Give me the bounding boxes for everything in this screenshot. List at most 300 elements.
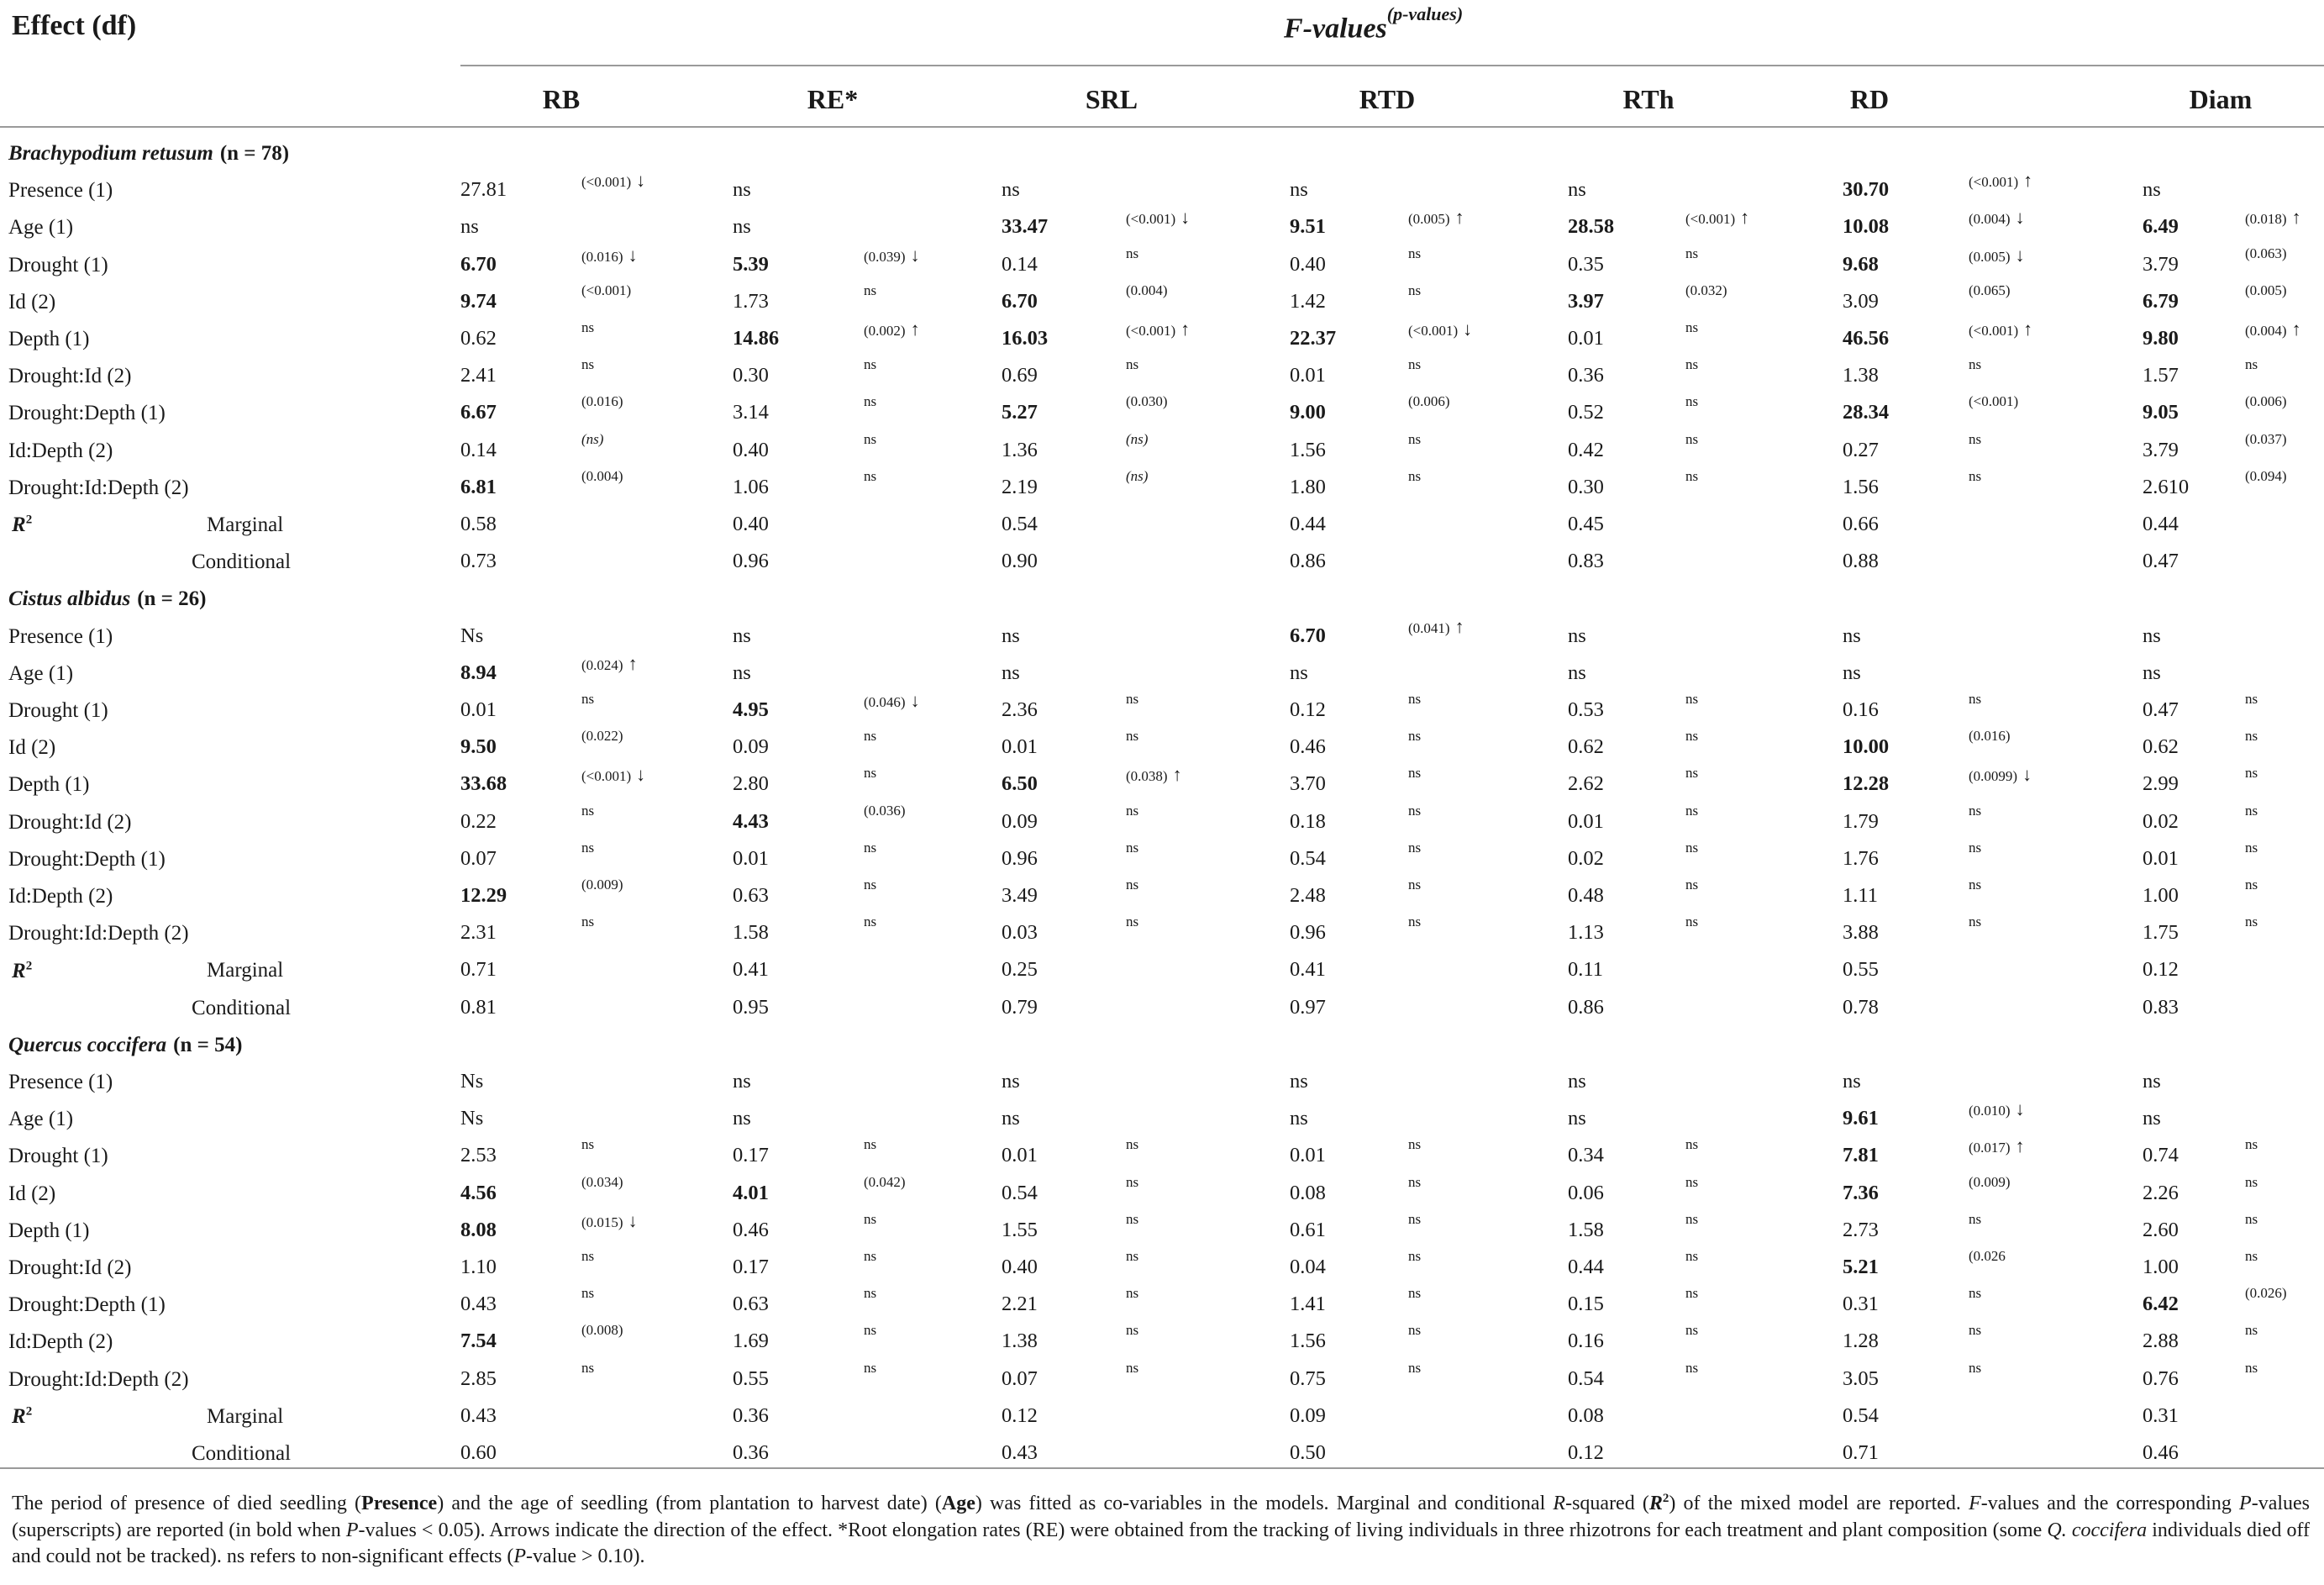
arrow-down-icon: ↓ (628, 244, 638, 266)
p-value (1126, 1249, 1138, 1263)
p-value-text: ns (864, 914, 877, 930)
p-value-text: (0.042) (864, 1173, 906, 1190)
f-value: 0.48 (1568, 884, 1604, 907)
f-value: ns (1290, 1107, 1308, 1130)
p-value (581, 246, 638, 265)
f-value: 0.35 (1568, 252, 1604, 276)
f-value: 6.81 (460, 475, 497, 498)
p-value-text: ns (1408, 1285, 1422, 1302)
p-value-text: ns (2245, 1322, 2258, 1339)
f-value: 1.69 (733, 1330, 769, 1353)
row-label: Drought (1) (8, 1145, 108, 1168)
f-value: 1.58 (733, 921, 769, 945)
p-value-text: ns (2245, 914, 2258, 930)
arrow-up-icon: ↑ (2291, 319, 2301, 340)
p-value (1685, 692, 1698, 706)
f-value: 1.56 (1290, 1330, 1326, 1353)
f-value: 2.19 (1002, 475, 1038, 498)
p-value (1685, 208, 1749, 227)
p-value (1126, 357, 1138, 371)
f-value: 1.11 (1843, 884, 1878, 907)
conditional-r2-value: 0.71 (1843, 1441, 1879, 1464)
row-label: Age (1) (8, 216, 74, 240)
p-value (864, 877, 876, 892)
f-value: 1.13 (1568, 921, 1604, 945)
f-value: ns (1843, 624, 1861, 647)
p-value (1969, 1249, 2006, 1263)
marginal-r2-value: 0.71 (460, 958, 497, 982)
p-value (1685, 469, 1698, 483)
p-value (1408, 1361, 1421, 1375)
conditional-r2-value: 0.46 (2143, 1441, 2179, 1464)
p-value (1685, 877, 1698, 892)
row-label: Drought (1) (8, 253, 108, 276)
p-value (864, 840, 876, 855)
p-value-text: ns (1126, 839, 1139, 856)
p-value (1969, 1361, 1981, 1375)
p-value-text: ns (1126, 1248, 1139, 1264)
p-value-text: ns (581, 691, 595, 707)
p-value-text: ns (1685, 691, 1699, 707)
f-value: 1.76 (1843, 846, 1879, 870)
f-value: 0.01 (733, 846, 769, 870)
p-value-text: (<0.001) (1969, 323, 2019, 339)
conditional-r2-value: 0.90 (1002, 550, 1038, 573)
marginal-label: Marginal (207, 959, 284, 982)
f-value: 5.27 (1002, 401, 1038, 424)
p-value-text: (0.016) (1969, 728, 2011, 745)
f-value: ns (733, 661, 751, 684)
p-value-text: ns (1969, 467, 1982, 484)
p-value-text: ns (581, 839, 595, 856)
p-value (581, 840, 594, 855)
p-value-text: ns (1126, 914, 1139, 930)
arrow-up-icon: ↑ (1454, 207, 1464, 229)
f-value: 0.16 (1843, 698, 1879, 721)
row-label: Drought (1) (8, 699, 108, 722)
p-value-text: (0.017) (1969, 1140, 2011, 1156)
species-heading (8, 588, 207, 609)
marginal-r2-value: 0.41 (733, 958, 769, 982)
f-value: 2.21 (1002, 1293, 1038, 1316)
p-value-text: ns (1969, 802, 1982, 819)
p-value (1126, 1361, 1138, 1375)
f-value: 3.09 (1843, 289, 1879, 313)
f-value: 0.63 (733, 1293, 769, 1316)
row-label: Id (2) (8, 1182, 56, 1205)
p-value (2245, 729, 2258, 743)
p-value (864, 692, 920, 710)
p-value (1969, 246, 2025, 265)
arrow-down-icon: ↓ (2022, 764, 2032, 786)
p-value (581, 1137, 594, 1151)
f-value: Ns (460, 1107, 484, 1130)
p-value-text: (0.016) (581, 248, 623, 265)
f-value: 2.41 (460, 364, 497, 387)
f-value: 1.00 (2143, 1256, 2179, 1278)
p-value-text: (ns) (581, 430, 604, 447)
conditional-label: Conditional (192, 996, 292, 1019)
p-value-text: (0.016) (581, 393, 623, 410)
marginal-r2-value: 0.58 (460, 513, 497, 535)
p-value-text: ns (1685, 245, 1699, 261)
f-value: 3.70 (1290, 772, 1326, 796)
f-value: 1.10 (460, 1256, 497, 1278)
arrow-up-icon: ↑ (1740, 207, 1750, 229)
f-value: ns (733, 624, 751, 647)
p-value (1126, 729, 1138, 743)
arrow-up-icon: ↑ (2023, 319, 2033, 340)
f-value: Ns (460, 1070, 484, 1093)
p-value (864, 803, 906, 818)
conditional-r2-value: 0.60 (460, 1441, 497, 1464)
p-value-text: ns (864, 1136, 877, 1153)
marginal-r2-value: 0.08 (1568, 1403, 1604, 1427)
arrow-up-icon: ↑ (1454, 615, 1464, 637)
p-value-text: (<0.001) (1408, 323, 1459, 339)
p-value-text: ns (581, 1285, 595, 1302)
p-value (1969, 283, 2011, 298)
p-value-text: (0.005) (2245, 282, 2287, 298)
p-value (1685, 283, 1727, 298)
f-value: 0.46 (733, 1218, 769, 1241)
p-value-text: ns (1685, 393, 1699, 410)
f-value: 3.49 (1002, 884, 1038, 907)
p-value (864, 729, 876, 743)
p-value (2245, 432, 2287, 446)
f-value: 1.38 (1002, 1330, 1038, 1353)
f-value: 2.73 (1843, 1218, 1879, 1241)
p-value-text: (0.038) (1126, 768, 1168, 785)
fvalues-sup: (p-values) (1386, 3, 1464, 24)
f-value: 0.15 (1568, 1293, 1604, 1316)
p-value (1969, 432, 1981, 446)
f-value: 12.29 (460, 884, 507, 907)
arrow-up-icon: ↑ (910, 319, 920, 340)
p-value-text: ns (1969, 1359, 1982, 1376)
conditional-r2-value: 0.36 (733, 1441, 769, 1464)
f-value: 3.14 (733, 401, 769, 424)
p-value (1408, 729, 1421, 743)
f-value: 0.62 (1568, 735, 1604, 759)
p-value (2245, 766, 2258, 780)
f-value: 46.56 (1843, 327, 1890, 350)
r-squared-label: $R^2$ (12, 959, 33, 982)
f-value: ns (2143, 178, 2161, 202)
p-value (2245, 469, 2287, 483)
p-value-text: ns (1126, 1173, 1139, 1190)
arrow-down-icon: ↓ (910, 244, 920, 266)
species-heading (8, 1035, 242, 1056)
f-value: ns (1002, 178, 1020, 202)
p-value (1969, 171, 2032, 190)
f-value: 6.70 (1002, 289, 1038, 313)
p-value-text: ns (1969, 430, 1982, 447)
f-value: 0.01 (1290, 1144, 1326, 1167)
conditional-r2-value: 0.86 (1568, 995, 1604, 1019)
arrow-down-icon: ↓ (1463, 319, 1473, 340)
f-value: 0.54 (1568, 1366, 1604, 1390)
effect-df-header: Effect (df) (12, 10, 137, 41)
f-value: 0.30 (1568, 475, 1604, 498)
conditional-r2-value: 0.78 (1843, 995, 1879, 1019)
p-value-text: ns (1685, 1210, 1699, 1227)
f-value: 2.62 (1568, 772, 1604, 796)
p-value-text: (0.065) (1969, 282, 2011, 298)
f-value: 2.31 (460, 921, 497, 945)
p-value (1126, 766, 1182, 784)
f-value: 0.01 (1568, 809, 1604, 833)
p-value-text: ns (581, 1359, 595, 1376)
p-value (1408, 394, 1450, 408)
f-value: ns (733, 1107, 751, 1130)
f-value: 9.00 (1290, 401, 1326, 424)
p-value-text: ns (1408, 1359, 1422, 1376)
f-value: ns (1843, 661, 1861, 684)
f-value: 1.36 (1002, 438, 1038, 461)
p-value-text: ns (1126, 245, 1139, 261)
p-value (581, 1175, 623, 1189)
p-value-text: ns (1408, 430, 1422, 447)
f-value: 0.54 (1290, 846, 1326, 870)
marginal-r2-value: 0.41 (1290, 958, 1326, 982)
column-header-1: RE* (807, 84, 859, 114)
p-value (1408, 914, 1421, 929)
p-value (2245, 246, 2287, 261)
f-value: 4.56 (460, 1181, 497, 1204)
marginal-r2-value: 0.44 (1290, 513, 1326, 535)
p-value (1408, 357, 1421, 371)
species-name: Quercus coccifera (8, 1033, 167, 1056)
p-value (1408, 432, 1421, 446)
f-value: 9.61 (1843, 1107, 1879, 1130)
p-value-text: ns (1126, 691, 1139, 707)
p-value (581, 1361, 594, 1375)
p-value (864, 914, 876, 929)
f-value: 0.52 (1568, 401, 1604, 424)
p-value (581, 1323, 623, 1337)
p-value-text: ns (1685, 1248, 1699, 1264)
p-value-text: ns (1969, 877, 1982, 893)
marginal-r2-value: 0.40 (733, 513, 769, 535)
p-value (1685, 1212, 1698, 1226)
p-value (1408, 283, 1421, 298)
p-value-text: ns (1685, 877, 1699, 893)
f-value: 0.27 (1843, 438, 1879, 461)
marginal-r2-value: 0.55 (1843, 958, 1879, 982)
f-value: 0.01 (1290, 364, 1326, 387)
conditional-r2-value: 0.81 (460, 995, 497, 1019)
row-label: Depth (1) (8, 1219, 90, 1242)
p-value (1685, 840, 1698, 855)
p-value (1969, 1100, 2025, 1119)
marginal-r2-value: 0.09 (1290, 1403, 1326, 1427)
f-value: 12.28 (1843, 772, 1890, 796)
p-value-text: ns (1969, 1285, 1982, 1302)
row-label: Id (2) (8, 736, 56, 760)
p-value (581, 357, 594, 371)
f-value: ns (1002, 1107, 1020, 1130)
column-header-5: RD (1849, 84, 1890, 114)
f-value: 0.36 (1568, 364, 1604, 387)
f-value: 0.12 (1290, 698, 1326, 721)
f-value: 2.85 (460, 1366, 497, 1390)
f-value: 0.34 (1568, 1144, 1604, 1167)
row-label: Drought:Depth (1) (8, 1293, 166, 1317)
p-value-text: ns (864, 282, 877, 298)
f-value: 3.05 (1843, 1366, 1879, 1390)
p-value-text: (0.006) (2245, 393, 2287, 410)
f-value: 3.97 (1568, 289, 1604, 313)
p-value-text: ns (864, 877, 877, 893)
p-value (2245, 1212, 2258, 1226)
table-footnote: The period of presence of died seedling (Presence) and the age of seedling (from plantation to harvest date) (Age) was fitted as co-variables in the models. Marginal and conditional R-squared $(R^2)$ of the mixed model are reported. F-values and the corresponding P-values (superscripts) are reported (in bold when P-values < 0.05). Arrows indicate the direction of the effect. *Root elongation rates (RE) were obtained from the tracking of living individuals in three rhizotrons for each treatment and plant composition (some Q. coccifera individuals died off and could not be tracked). ns refers to non-significant effects (P-value > 0.10). (12, 1492, 2311, 1567)
p-value (1685, 320, 1698, 334)
f-value: 0.69 (1002, 364, 1038, 387)
p-value-text: (0.004) (1126, 282, 1168, 298)
conditional-r2-value: 0.79 (1002, 995, 1038, 1019)
p-value-text: ns (864, 765, 877, 782)
p-value (581, 1209, 638, 1231)
p-value (1126, 283, 1168, 298)
f-value: 0.47 (2143, 698, 2179, 721)
arrow-up-icon: ↑ (1180, 319, 1191, 340)
p-value (2245, 1137, 2258, 1151)
fvalues-header (1284, 3, 1464, 45)
p-value (1685, 1323, 1698, 1337)
f-value: 0.62 (460, 327, 497, 350)
p-value-text: (0.094) (2245, 467, 2287, 484)
row-label: Presence (1) (8, 1071, 113, 1093)
row-label: Depth (1) (8, 773, 90, 797)
f-value: 6.49 (2143, 215, 2179, 239)
f-value: 2.53 (460, 1144, 497, 1167)
f-value: 30.70 (1843, 178, 1890, 202)
f-value: 1.55 (1002, 1218, 1038, 1241)
f-value: ns (1290, 178, 1308, 202)
f-value: 0.74 (2143, 1144, 2179, 1167)
row-label: Age (1) (8, 661, 74, 685)
f-value: 3.79 (2143, 438, 2179, 461)
p-value-text: ns (1126, 802, 1139, 819)
column-header-2: SRL (1085, 84, 1138, 114)
arrow-up-icon: ↑ (1172, 764, 1182, 786)
p-value-text: ns (1408, 914, 1422, 930)
column-header-4: RTh (1622, 84, 1675, 114)
conditional-r2-value: 0.95 (733, 995, 769, 1019)
p-value-text: ns (1126, 728, 1139, 745)
f-value: 8.08 (460, 1218, 497, 1241)
p-value (1408, 692, 1421, 706)
p-value (1408, 803, 1421, 818)
p-value-text: ns (1969, 1322, 1982, 1339)
row-label: Id:Depth (2) (8, 885, 113, 908)
p-value (864, 1175, 906, 1189)
p-value-text: (0.032) (1685, 282, 1727, 298)
p-value-text: (0.063) (2245, 245, 2287, 261)
f-value: 4.01 (733, 1181, 769, 1204)
f-value: 2.36 (1002, 698, 1038, 721)
f-value: 1.28 (1843, 1330, 1879, 1353)
p-value-text: ns (1969, 1210, 1982, 1227)
p-value-text: ns (1126, 356, 1139, 373)
p-value (1969, 803, 1981, 818)
arrow-down-icon: ↓ (1180, 207, 1191, 229)
p-value-text: ns (1685, 728, 1699, 745)
p-value (581, 692, 594, 706)
conditional-label: Conditional (192, 550, 292, 574)
p-value (1685, 729, 1698, 743)
f-value: 33.47 (1002, 215, 1049, 239)
f-value: ns (460, 215, 479, 239)
arrow-down-icon: ↓ (910, 690, 920, 711)
f-value: 1.58 (1568, 1218, 1604, 1241)
species-name: Cistus albidus (8, 587, 131, 611)
conditional-r2-value: 0.86 (1290, 550, 1326, 573)
f-value: 1.41 (1290, 1293, 1326, 1316)
f-value: ns (1568, 624, 1586, 647)
f-value: 0.14 (460, 438, 497, 461)
p-value (864, 469, 876, 483)
p-value-text: ns (1126, 877, 1139, 893)
p-value (1126, 1323, 1138, 1337)
marginal-r2-value: 0.45 (1568, 513, 1604, 535)
f-value: 5.21 (1843, 1256, 1879, 1278)
arrow-up-icon: ↑ (2291, 207, 2301, 229)
p-value (2245, 1286, 2287, 1300)
p-value (1126, 432, 1148, 446)
conditional-r2-value: 0.83 (2143, 995, 2179, 1019)
marginal-r2-value: 0.54 (1002, 513, 1038, 535)
p-value (1408, 766, 1421, 780)
f-value: 9.50 (460, 735, 497, 759)
f-value: 2.88 (2143, 1330, 2179, 1353)
p-value (864, 1361, 876, 1375)
p-value-text: ns (864, 1322, 877, 1339)
p-value-text: ns (864, 1359, 877, 1376)
f-value: 0.31 (1843, 1293, 1879, 1316)
f-value: 28.34 (1843, 401, 1890, 424)
p-value (2245, 877, 2258, 892)
p-value (581, 320, 594, 334)
conditional-r2-value: 0.88 (1843, 550, 1879, 573)
p-value (1969, 1175, 2011, 1189)
f-value: 0.42 (1568, 438, 1604, 461)
row-label: Age (1) (8, 1108, 74, 1131)
arrow-down-icon: ↓ (2015, 207, 2025, 229)
p-value-text: ns (581, 1136, 595, 1153)
p-value-text: ns (1685, 1173, 1699, 1190)
p-value-text: ns (1408, 1210, 1422, 1227)
f-value: 6.79 (2143, 289, 2179, 313)
row-label: Drought:Depth (1) (8, 847, 166, 871)
p-value-text: (0.041) (1408, 619, 1450, 636)
p-value-text: ns (864, 356, 877, 373)
f-value: 0.40 (1002, 1256, 1038, 1278)
f-value: 0.76 (2143, 1366, 2179, 1390)
p-value-text: (0.022) (581, 728, 623, 745)
conditional-r2-value: 0.43 (1002, 1441, 1038, 1464)
p-value (2245, 208, 2301, 227)
f-value: 1.42 (1290, 289, 1326, 313)
p-value (1969, 1323, 1981, 1337)
p-value (1408, 615, 1464, 637)
conditional-r2-value: 0.50 (1290, 1441, 1326, 1464)
p-value (581, 914, 594, 929)
p-value-text: (0.008) (581, 1322, 623, 1339)
p-value (864, 1286, 876, 1300)
f-value: 0.53 (1568, 698, 1604, 721)
